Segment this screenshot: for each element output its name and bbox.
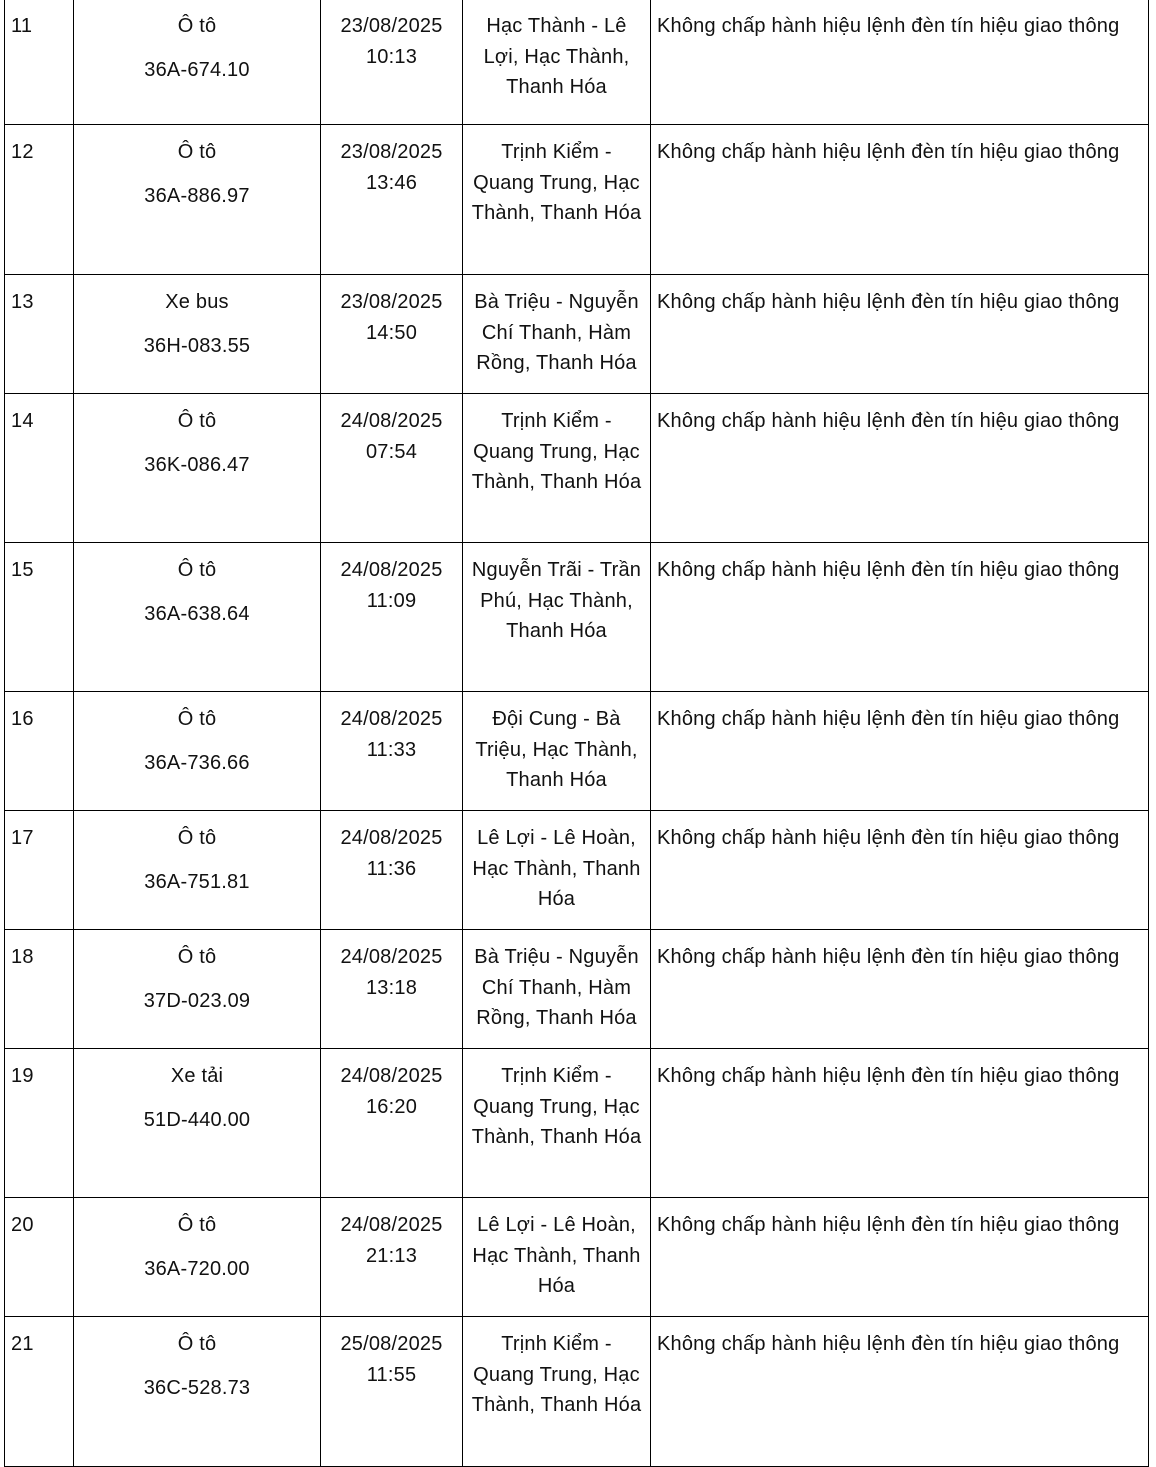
violation-date: 24/08/2025 — [340, 559, 443, 581]
vehicle-cell — [74, 0, 321, 125]
vehicle-cell — [74, 1049, 321, 1198]
violations-table — [4, 0, 1149, 1467]
vehicle-cell — [74, 1317, 321, 1467]
license-plate: 37D-023.09 — [143, 989, 251, 1012]
violation-cell: Không chấp hành hiệu lệnh đèn tín hiệu giao thông — [651, 275, 1149, 394]
location-cell: Hạc Thành - Lê Lợi, Hạc Thành, Thanh Hóa — [463, 0, 651, 125]
vehicle-type: Ô tô — [177, 946, 217, 968]
table-row — [5, 930, 1149, 1049]
datetime-cell — [321, 0, 463, 125]
violation-cell: Không chấp hành hiệu lệnh đèn tín hiệu giao thông — [651, 1198, 1149, 1317]
license-plate: 36A-720.00 — [144, 1257, 250, 1280]
violation-cell: Không chấp hành hiệu lệnh đèn tín hiệu giao thông — [651, 692, 1149, 811]
row-number: 14 — [5, 394, 74, 543]
violation-time: 10:13 — [365, 45, 418, 68]
vehicle-type: Ô tô — [177, 1333, 217, 1355]
license-plate: 36A-886.97 — [144, 184, 250, 207]
violation-time: 21:13 — [365, 1244, 418, 1267]
table-row — [5, 275, 1149, 394]
violation-time: 11:33 — [366, 738, 417, 761]
violation-cell: Không chấp hành hiệu lệnh đèn tín hiệu giao thông — [651, 1317, 1149, 1467]
table-row — [5, 543, 1149, 692]
violation-date: 23/08/2025 — [340, 15, 443, 37]
violation-date: 23/08/2025 — [340, 141, 443, 163]
row-number: 13 — [5, 275, 74, 394]
license-plate: 36A-736.66 — [144, 751, 250, 774]
violation-time: 13:46 — [365, 171, 418, 194]
license-plate: 36C-528.73 — [143, 1376, 251, 1399]
vehicle-type: Xe bus — [165, 291, 229, 313]
vehicle-type: Ô tô — [177, 15, 217, 37]
violation-date: 24/08/2025 — [340, 708, 443, 730]
location-cell: Đội Cung - Bà Triệu, Hạc Thành, Thanh Hóa — [463, 692, 651, 811]
row-number: 12 — [5, 125, 74, 275]
violation-cell: Không chấp hành hiệu lệnh đèn tín hiệu giao thông — [651, 930, 1149, 1049]
vehicle-cell — [74, 692, 321, 811]
violation-cell: Không chấp hành hiệu lệnh đèn tín hiệu giao thông — [651, 125, 1149, 275]
location-cell: Nguyễn Trãi - Trần Phú, Hạc Thành, Thanh Hóa — [463, 543, 651, 692]
datetime-cell — [321, 1317, 463, 1467]
violation-cell: Không chấp hành hiệu lệnh đèn tín hiệu giao thông — [651, 394, 1149, 543]
violation-date: 24/08/2025 — [340, 946, 443, 968]
violation-cell: Không chấp hành hiệu lệnh đèn tín hiệu giao thông — [651, 1049, 1149, 1198]
vehicle-type: Ô tô — [177, 827, 217, 849]
datetime-cell — [321, 275, 463, 394]
violation-time: 13:18 — [365, 976, 418, 999]
violation-time: 11:55 — [366, 1363, 417, 1386]
row-number: 19 — [5, 1049, 74, 1198]
datetime-cell — [321, 125, 463, 275]
violation-date: 25/08/2025 — [340, 1333, 443, 1355]
row-number: 18 — [5, 930, 74, 1049]
vehicle-cell — [74, 930, 321, 1049]
vehicle-cell — [74, 394, 321, 543]
datetime-cell — [321, 394, 463, 543]
location-cell: Trịnh Kiểm - Quang Trung, Hạc Thành, Thanh Hóa — [463, 394, 651, 543]
table-row — [5, 125, 1149, 275]
location-cell: Bà Triệu - Nguyễn Chí Thanh, Hàm Rồng, Thanh Hóa — [463, 930, 651, 1049]
license-plate: 36H-083.55 — [143, 334, 251, 357]
table-row — [5, 1049, 1149, 1198]
datetime-cell — [321, 1049, 463, 1198]
table-row — [5, 1317, 1149, 1467]
violation-time: 11:09 — [366, 589, 417, 612]
location-cell: Trịnh Kiểm - Quang Trung, Hạc Thành, Thanh Hóa — [463, 1317, 651, 1467]
table-row — [5, 811, 1149, 930]
location-cell: Bà Triệu - Nguyễn Chí Thanh, Hàm Rồng, Thanh Hóa — [463, 275, 651, 394]
violation-date: 24/08/2025 — [340, 410, 443, 432]
violation-cell: Không chấp hành hiệu lệnh đèn tín hiệu giao thông — [651, 0, 1149, 125]
vehicle-type: Ô tô — [177, 410, 217, 432]
license-plate: 36K-086.47 — [144, 453, 250, 476]
datetime-cell — [321, 811, 463, 930]
vehicle-cell — [74, 1198, 321, 1317]
violation-time: 07:54 — [365, 440, 418, 463]
vehicle-cell — [74, 543, 321, 692]
vehicle-type: Xe tải — [170, 1065, 224, 1087]
violation-date: 24/08/2025 — [340, 827, 443, 849]
license-plate: 36A-751.81 — [144, 870, 250, 893]
license-plate: 36A-638.64 — [144, 602, 250, 625]
datetime-cell — [321, 692, 463, 811]
location-cell: Lê Lợi - Lê Hoàn, Hạc Thành, Thanh Hóa — [463, 811, 651, 930]
location-cell: Lê Lợi - Lê Hoàn, Hạc Thành, Thanh Hóa — [463, 1198, 651, 1317]
violation-cell: Không chấp hành hiệu lệnh đèn tín hiệu giao thông — [651, 811, 1149, 930]
row-number: 17 — [5, 811, 74, 930]
datetime-cell — [321, 543, 463, 692]
table-row — [5, 0, 1149, 125]
vehicle-cell — [74, 275, 321, 394]
row-number: 16 — [5, 692, 74, 811]
violation-time: 11:36 — [366, 857, 417, 880]
vehicle-type: Ô tô — [177, 1214, 217, 1236]
vehicle-cell — [74, 125, 321, 275]
row-number: 15 — [5, 543, 74, 692]
table-row — [5, 394, 1149, 543]
violation-date: 23/08/2025 — [340, 291, 443, 313]
vehicle-cell — [74, 811, 321, 930]
violation-cell: Không chấp hành hiệu lệnh đèn tín hiệu giao thông — [651, 543, 1149, 692]
datetime-cell — [321, 930, 463, 1049]
datetime-cell — [321, 1198, 463, 1317]
vehicle-type: Ô tô — [177, 708, 217, 730]
violation-time: 14:50 — [365, 321, 418, 344]
table-row — [5, 692, 1149, 811]
location-cell: Trịnh Kiểm - Quang Trung, Hạc Thành, Thanh Hóa — [463, 1049, 651, 1198]
row-number: 20 — [5, 1198, 74, 1317]
license-plate: 36A-674.10 — [144, 58, 250, 81]
location-cell: Trịnh Kiểm - Quang Trung, Hạc Thành, Thanh Hóa — [463, 125, 651, 275]
violations-table-body — [5, 0, 1149, 1467]
table-row — [5, 1198, 1149, 1317]
row-number: 11 — [5, 0, 74, 125]
violation-time: 16:20 — [365, 1095, 418, 1118]
license-plate: 51D-440.00 — [143, 1108, 251, 1131]
violation-date: 24/08/2025 — [340, 1214, 443, 1236]
vehicle-type: Ô tô — [177, 559, 217, 581]
vehicle-type: Ô tô — [177, 141, 217, 163]
row-number: 21 — [5, 1317, 74, 1467]
violation-date: 24/08/2025 — [340, 1065, 443, 1087]
